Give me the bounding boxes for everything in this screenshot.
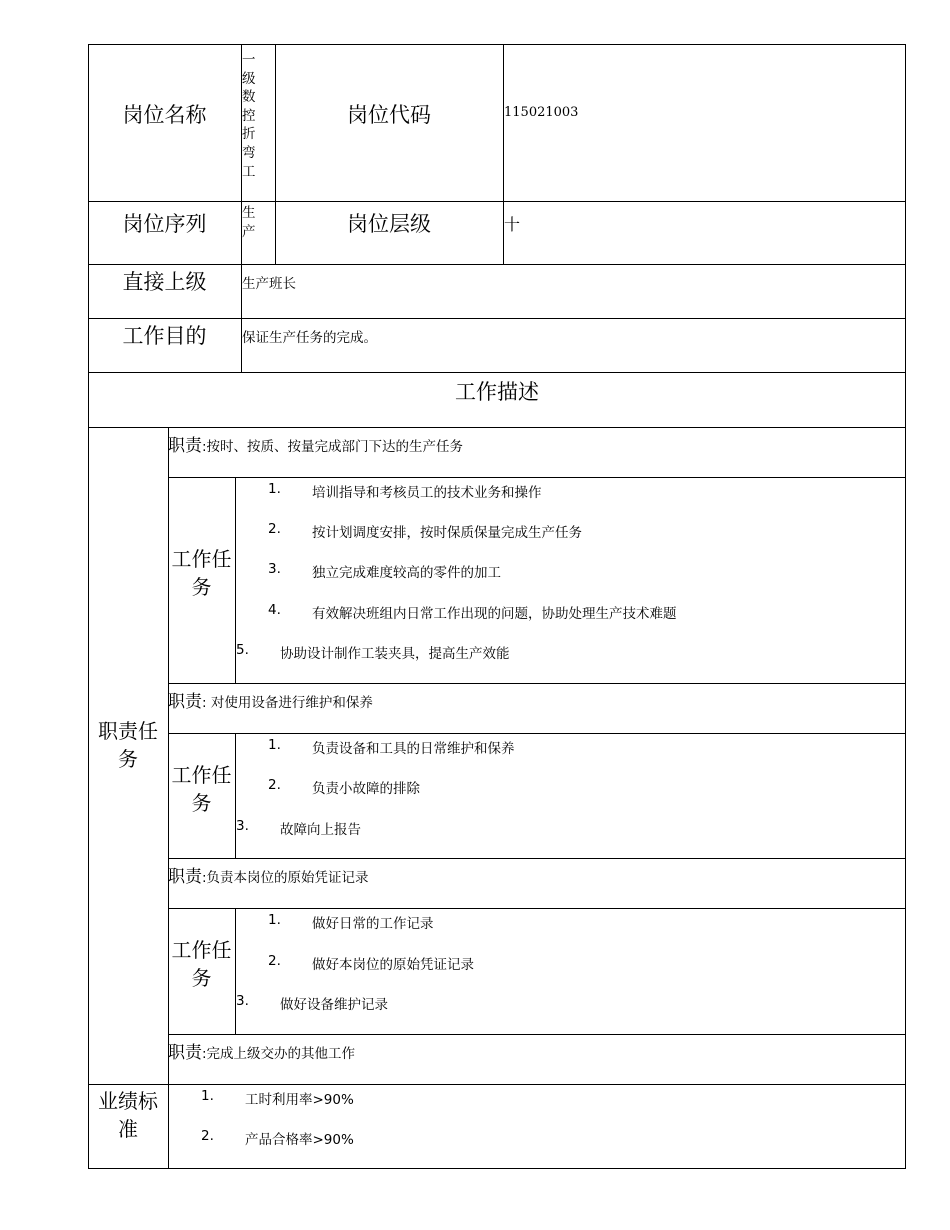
task-number: 4. <box>268 602 281 618</box>
task-number: 3. <box>236 993 249 1009</box>
duty-text: :负责本岗位的原始凭证记录 <box>202 870 369 886</box>
duties-label: 职责任务 <box>98 719 158 771</box>
purpose-value: 保证生产任务的完成。 <box>242 330 377 346</box>
task-item: 培训指导和考核员工的技术业务和操作 <box>312 485 542 501</box>
superior-value: 生产班长 <box>242 276 296 292</box>
task-item: 做好本岗位的原始凭证记录 <box>312 957 474 973</box>
superior-label: 直接上级 <box>122 270 207 294</box>
task-label: 工作任务 <box>171 547 232 599</box>
row-divider <box>88 318 906 319</box>
post-level-label: 岗位层级 <box>347 212 431 236</box>
duty-text: : 对使用设备进行维护和保养 <box>202 695 373 711</box>
row-divider <box>88 201 906 202</box>
task-item: 独立完成难度较高的零件的加工 <box>312 565 501 581</box>
row-divider <box>88 427 906 428</box>
row-divider <box>88 1084 906 1085</box>
duty-row <box>168 862 369 887</box>
col-divider <box>235 908 236 1035</box>
task-item: 有效解决班组内日常工作出现的问题，协助处理生产技术难题 <box>312 606 677 622</box>
duty-row <box>168 431 463 456</box>
post-code-value: 115021003 <box>504 105 579 120</box>
post-series-value: 生产 <box>242 205 256 240</box>
performance-label: 业绩标准 <box>98 1089 158 1141</box>
duty-prefix: 职责 <box>168 692 202 712</box>
row-divider <box>88 372 906 373</box>
post-name-value: 一级数控折弯工 <box>242 52 256 180</box>
row-divider <box>168 733 906 734</box>
performance-number: 1. <box>201 1088 214 1104</box>
post-series-label: 岗位序列 <box>122 212 207 236</box>
task-number: 3. <box>268 561 281 577</box>
performance-number: 2. <box>201 1128 214 1144</box>
row-divider <box>168 858 906 859</box>
task-number: 3. <box>236 818 249 834</box>
task-number: 1. <box>268 737 281 753</box>
task-number: 1. <box>268 481 281 497</box>
task-number: 5. <box>236 642 249 658</box>
task-item: 故障向上报告 <box>280 822 361 838</box>
post-level-value: 十 <box>504 215 521 234</box>
task-number: 2. <box>268 777 281 793</box>
post-code-label: 岗位代码 <box>347 103 431 127</box>
post-name-label: 岗位名称 <box>122 103 207 127</box>
task-label: 工作任务 <box>171 763 232 815</box>
col-divider <box>235 733 236 859</box>
task-item: 负责设备和工具的日常维护和保养 <box>312 741 515 757</box>
task-number: 1. <box>268 912 281 928</box>
task-item: 做好设备维护记录 <box>280 997 388 1013</box>
task-number: 2. <box>268 953 281 969</box>
duty-row <box>168 1038 355 1063</box>
duty-prefix: 职责 <box>168 867 202 887</box>
row-divider <box>168 683 906 684</box>
description-title: 工作描述 <box>455 380 539 404</box>
duty-prefix: 职责 <box>168 1043 202 1063</box>
row-divider <box>168 1034 906 1035</box>
task-label: 工作任务 <box>171 938 232 990</box>
task-item: 负责小故障的排除 <box>312 781 420 797</box>
task-item: 按计划调度安排，按时保质保量完成生产任务 <box>312 525 582 541</box>
duty-prefix: 职责 <box>168 436 202 456</box>
task-item: 做好日常的工作记录 <box>312 916 434 932</box>
performance-item: 产品合格率>90% <box>245 1132 354 1148</box>
duty-row <box>168 687 373 712</box>
row-divider <box>88 264 906 265</box>
performance-item: 工时利用率>90% <box>245 1092 354 1108</box>
duty-text: :按时、按质、按量完成部门下达的生产任务 <box>202 439 464 455</box>
task-item: 协助设计制作工装夹具，提高生产效能 <box>280 646 510 662</box>
task-number: 2. <box>268 521 281 537</box>
purpose-label: 工作目的 <box>122 324 207 348</box>
row-divider <box>168 477 906 478</box>
duty-text: :完成上级交办的其他工作 <box>202 1046 356 1062</box>
row-divider <box>168 908 906 909</box>
